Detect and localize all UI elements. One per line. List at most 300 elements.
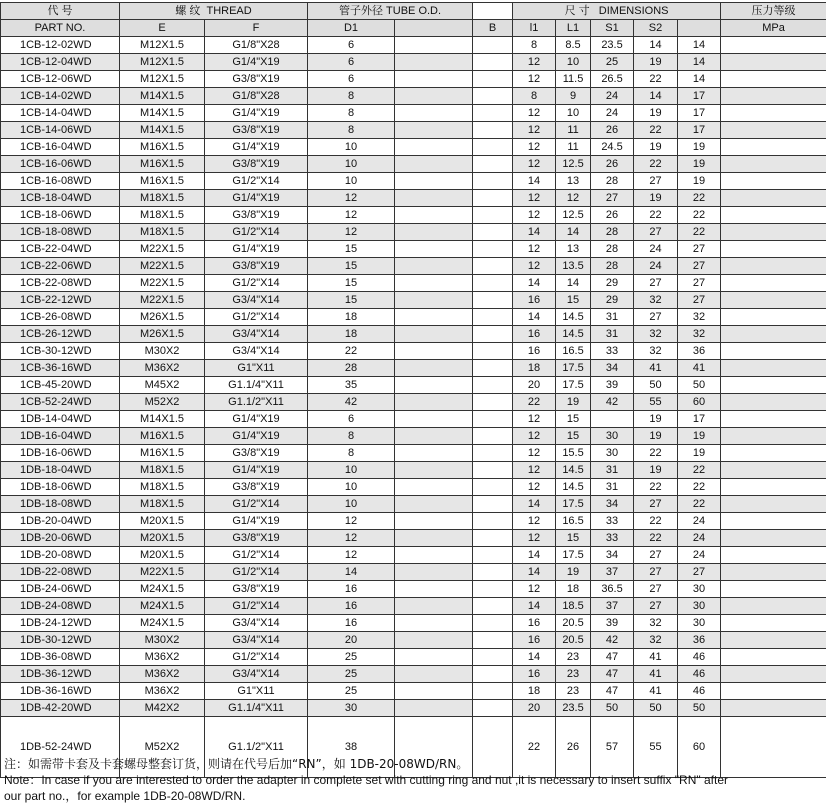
tube-d1-cell: 18 — [308, 309, 395, 326]
dims-blank-cell — [721, 530, 826, 547]
gap-cell — [473, 88, 513, 105]
dims-blank-cell — [721, 700, 826, 717]
dim-s1-cell: 22 — [634, 513, 678, 530]
col-l1-small-header: l1 — [513, 20, 556, 37]
dims-header-en: DIMENSIONS — [598, 4, 669, 17]
dims-blank-cell — [721, 71, 826, 88]
dim-s2-cell: 22 — [678, 462, 721, 479]
thread-e-cell: M16X1.5 — [120, 173, 205, 190]
tube-d1-cell: 6 — [308, 37, 395, 54]
dim-b-cell: 22 — [513, 717, 556, 778]
dim-l1-cell: 20.5 — [556, 632, 591, 649]
part-no-cell: 1CB-16-04WD — [1, 139, 120, 156]
dim-s1-cell: 55 — [634, 394, 678, 411]
table-row — [1, 581, 826, 598]
dim-s1-cell: 41 — [634, 683, 678, 700]
dim-L1-cell: 34 — [591, 496, 634, 513]
thread-e-cell: M22X1.5 — [120, 564, 205, 581]
gap-cell — [473, 428, 513, 445]
dim-L1-cell: 50 — [591, 700, 634, 717]
table-row — [1, 105, 826, 122]
part-no-cell: 1CB-36-16WD — [1, 360, 120, 377]
dim-L1-cell: 33 — [591, 343, 634, 360]
table-row — [1, 258, 826, 275]
dims-blank-cell — [721, 139, 826, 156]
tube-d1-cell: 25 — [308, 683, 395, 700]
dim-L1-cell: 47 — [591, 683, 634, 700]
tube-header — [308, 3, 473, 20]
tube-blank-cell — [395, 377, 473, 394]
dims-blank-cell — [721, 156, 826, 173]
thread-f-cell: G1/8"X28 — [205, 88, 308, 105]
tube-blank-cell — [395, 122, 473, 139]
part-no-cell: 1DB-52-24WD — [1, 717, 120, 778]
gap-cell — [473, 479, 513, 496]
col-s1-header: S1 — [591, 20, 634, 37]
gap-cell — [473, 190, 513, 207]
thread-f-cell: G3/4"X14 — [205, 343, 308, 360]
dim-b-cell: 14 — [513, 547, 556, 564]
col-f-header: F — [205, 20, 308, 37]
tube-blank-cell — [395, 105, 473, 122]
thread-f-cell: G1/2"X14 — [205, 173, 308, 190]
dims-blank-cell — [721, 598, 826, 615]
dim-b-cell: 14 — [513, 224, 556, 241]
tube-blank-cell — [395, 632, 473, 649]
table-row — [1, 598, 826, 615]
dim-L1-cell: 28 — [591, 173, 634, 190]
thread-f-cell: G3/4"X14 — [205, 666, 308, 683]
dim-l1-cell: 15 — [556, 292, 591, 309]
thread-e-cell: M20X1.5 — [120, 513, 205, 530]
gap-cell — [473, 207, 513, 224]
tube-d1-cell: 12 — [308, 530, 395, 547]
dim-s1-cell: 41 — [634, 649, 678, 666]
gap-cell — [473, 547, 513, 564]
tube-d1-cell: 15 — [308, 275, 395, 292]
part-header-en: PART NO. — [1, 20, 120, 37]
dim-s2-cell: 19 — [678, 428, 721, 445]
dim-s2-cell: 36 — [678, 343, 721, 360]
thread-f-cell: G3/8"X19 — [205, 581, 308, 598]
dim-L1-cell: 30 — [591, 445, 634, 462]
dim-s2-cell: 19 — [678, 445, 721, 462]
dim-l1-cell: 14.5 — [556, 479, 591, 496]
thread-e-cell: M18X1.5 — [120, 190, 205, 207]
dim-L1-cell: 34 — [591, 547, 634, 564]
part-no-cell: 1CB-26-12WD — [1, 326, 120, 343]
dim-s2-cell: 24 — [678, 513, 721, 530]
thread-e-cell: M26X1.5 — [120, 309, 205, 326]
dim-l1-cell: 26 — [556, 717, 591, 778]
thread-f-cell: G1/2"X14 — [205, 598, 308, 615]
table-row — [1, 190, 826, 207]
dim-s1-cell: 27 — [634, 547, 678, 564]
gap-cell — [473, 139, 513, 156]
tube-blank-cell — [395, 37, 473, 54]
thread-f-cell: G3/4"X14 — [205, 632, 308, 649]
col-tube-blank — [395, 20, 473, 37]
part-no-cell: 1DB-16-06WD — [1, 445, 120, 462]
dims-blank-cell — [721, 207, 826, 224]
dim-s1-cell: 27 — [634, 309, 678, 326]
thread-e-cell: M18X1.5 — [120, 496, 205, 513]
part-no-cell: 1CB-45-20WD — [1, 377, 120, 394]
dim-l1-cell: 14 — [556, 275, 591, 292]
thread-f-cell: G1/2"X14 — [205, 547, 308, 564]
table-row — [1, 37, 826, 54]
gap-cell — [473, 326, 513, 343]
dim-s1-cell: 19 — [634, 428, 678, 445]
dim-l1-cell: 17.5 — [556, 496, 591, 513]
dim-l1-cell: 19 — [556, 394, 591, 411]
tube-d1-cell: 25 — [308, 649, 395, 666]
thread-e-cell: M22X1.5 — [120, 275, 205, 292]
dim-b-cell: 12 — [513, 411, 556, 428]
dim-s2-cell: 14 — [678, 71, 721, 88]
thread-f-cell: G1/2"X14 — [205, 649, 308, 666]
table-row — [1, 156, 826, 173]
table-row — [1, 615, 826, 632]
dim-b-cell: 16 — [513, 343, 556, 360]
table-row — [1, 88, 826, 105]
dim-L1-cell: 28 — [591, 224, 634, 241]
part-no-cell: 1CB-12-02WD — [1, 37, 120, 54]
dim-s2-cell: 19 — [678, 139, 721, 156]
dim-s1-cell: 41 — [634, 360, 678, 377]
thread-f-cell: G3/8"X19 — [205, 207, 308, 224]
tube-blank-cell — [395, 547, 473, 564]
tube-blank-cell — [395, 309, 473, 326]
gap-cell — [473, 411, 513, 428]
dim-b-cell: 22 — [513, 394, 556, 411]
thread-header — [120, 3, 308, 20]
dim-b-cell: 14 — [513, 649, 556, 666]
dims-blank-cell — [721, 360, 826, 377]
dim-s2-cell: 17 — [678, 122, 721, 139]
dims-blank-cell — [721, 190, 826, 207]
tube-blank-cell — [395, 88, 473, 105]
thread-e-cell: M16X1.5 — [120, 139, 205, 156]
tube-d1-cell: 15 — [308, 258, 395, 275]
dim-s2-cell: 30 — [678, 581, 721, 598]
dim-b-cell: 20 — [513, 700, 556, 717]
dim-s1-cell: 19 — [634, 462, 678, 479]
tube-blank-cell — [395, 683, 473, 700]
thread-f-cell: G3/8"X19 — [205, 479, 308, 496]
dim-s2-cell: 22 — [678, 207, 721, 224]
tube-blank-cell — [395, 207, 473, 224]
table-row — [1, 326, 826, 343]
dim-l1-cell: 12.5 — [556, 156, 591, 173]
note-english-line2: our part no.，for example 1DB-20-08WD/RN. — [4, 789, 246, 803]
dim-b-cell: 8 — [513, 37, 556, 54]
gap-cell — [473, 275, 513, 292]
col-L1-header: L1 — [556, 20, 591, 37]
gap-cell — [473, 445, 513, 462]
dim-l1-cell: 15.5 — [556, 445, 591, 462]
table-row — [1, 122, 826, 139]
part-no-cell: 1CB-16-08WD — [1, 173, 120, 190]
tube-d1-cell: 15 — [308, 241, 395, 258]
thread-f-cell: G1/4"X19 — [205, 411, 308, 428]
pressure-unit-header: MPa — [721, 20, 826, 37]
dims-blank-cell — [721, 496, 826, 513]
table-row — [1, 547, 826, 564]
table-row — [1, 564, 826, 581]
dim-L1-cell: 27 — [591, 190, 634, 207]
dim-s2-cell: 22 — [678, 190, 721, 207]
gap-cell — [473, 598, 513, 615]
dims-blank-cell — [721, 513, 826, 530]
part-no-cell: 1CB-14-02WD — [1, 88, 120, 105]
dims-header-cn: 尺 寸 — [564, 4, 590, 17]
part-no-cell: 1CB-22-04WD — [1, 241, 120, 258]
gap-cell — [473, 649, 513, 666]
table-row — [1, 343, 826, 360]
thread-e-cell: M36X2 — [120, 666, 205, 683]
dim-l1-cell: 10 — [556, 105, 591, 122]
tube-blank-cell — [395, 564, 473, 581]
dims-blank-cell — [721, 428, 826, 445]
tube-d1-cell: 12 — [308, 547, 395, 564]
dim-l1-cell: 9 — [556, 88, 591, 105]
table-row — [1, 479, 826, 496]
dim-s2-cell: 27 — [678, 258, 721, 275]
dim-L1-cell: 24.5 — [591, 139, 634, 156]
tube-d1-cell: 8 — [308, 88, 395, 105]
part-no-cell: 1CB-18-08WD — [1, 224, 120, 241]
thread-e-cell: M18X1.5 — [120, 207, 205, 224]
dim-b-cell: 12 — [513, 479, 556, 496]
gap-cell — [473, 173, 513, 190]
tube-d1-cell: 18 — [308, 326, 395, 343]
gap-cell — [473, 343, 513, 360]
dim-s1-cell: 27 — [634, 496, 678, 513]
part-no-cell: 1DB-20-06WD — [1, 530, 120, 547]
dims-blank-cell — [721, 683, 826, 700]
thread-header-cn: 螺 纹 — [175, 4, 201, 17]
table-row — [1, 71, 826, 88]
dims-blank-cell — [721, 377, 826, 394]
tube-d1-cell: 12 — [308, 513, 395, 530]
table-row — [1, 54, 826, 71]
dim-s1-cell: 22 — [634, 71, 678, 88]
gap-cell — [473, 122, 513, 139]
table-row — [1, 496, 826, 513]
thread-f-cell: G3/4"X14 — [205, 292, 308, 309]
thread-f-cell: G3/8"X19 — [205, 445, 308, 462]
dim-s2-cell: 19 — [678, 173, 721, 190]
dim-l1-cell: 14 — [556, 224, 591, 241]
pressure-header-cn: 压力等级 — [721, 3, 826, 20]
tube-blank-cell — [395, 156, 473, 173]
dim-s1-cell: 19 — [634, 411, 678, 428]
tube-d1-cell: 10 — [308, 479, 395, 496]
dim-s1-cell: 32 — [634, 615, 678, 632]
dim-l1-cell: 12.5 — [556, 207, 591, 224]
dim-L1-cell: 37 — [591, 598, 634, 615]
gap-cell — [473, 530, 513, 547]
dim-s1-cell: 27 — [634, 224, 678, 241]
dim-b-cell: 12 — [513, 190, 556, 207]
thread-e-cell: M22X1.5 — [120, 292, 205, 309]
dim-L1-cell: 26 — [591, 156, 634, 173]
dim-s1-cell: 14 — [634, 88, 678, 105]
tube-blank-cell — [395, 343, 473, 360]
part-no-cell: 1CB-22-08WD — [1, 275, 120, 292]
col-s2-header: S2 — [634, 20, 678, 37]
dim-b-cell: 12 — [513, 105, 556, 122]
thread-e-cell: M42X2 — [120, 700, 205, 717]
dim-s2-cell: 46 — [678, 649, 721, 666]
part-no-cell: 1DB-18-06WD — [1, 479, 120, 496]
dim-s2-cell: 36 — [678, 632, 721, 649]
thread-e-cell: M20X1.5 — [120, 530, 205, 547]
thread-f-cell: G1/4"X19 — [205, 139, 308, 156]
thread-e-cell: M52X2 — [120, 394, 205, 411]
part-no-cell: 1DB-18-08WD — [1, 496, 120, 513]
dim-L1-cell: 39 — [591, 615, 634, 632]
thread-e-cell: M14X1.5 — [120, 122, 205, 139]
thread-f-cell: G1/2"X14 — [205, 496, 308, 513]
dim-s2-cell: 60 — [678, 394, 721, 411]
dims-blank-cell — [721, 173, 826, 190]
dim-s1-cell: 27 — [634, 598, 678, 615]
dim-s1-cell: 24 — [634, 258, 678, 275]
thread-e-cell: M36X2 — [120, 360, 205, 377]
part-no-cell: 1CB-22-06WD — [1, 258, 120, 275]
part-no-cell: 1DB-22-08WD — [1, 564, 120, 581]
thread-f-cell: G1/4"X19 — [205, 428, 308, 445]
dim-L1-cell — [591, 411, 634, 428]
table-row — [1, 428, 826, 445]
thread-f-cell: G1/4"X19 — [205, 462, 308, 479]
dim-s1-cell: 50 — [634, 700, 678, 717]
dim-l1-cell: 10 — [556, 54, 591, 71]
tube-blank-cell — [395, 462, 473, 479]
dim-s2-cell: 19 — [678, 156, 721, 173]
thread-f-cell: G1/2"X14 — [205, 275, 308, 292]
thread-f-cell: G1.1/2"X11 — [205, 717, 308, 778]
thread-f-cell: G1/8"X28 — [205, 37, 308, 54]
dim-L1-cell: 25 — [591, 54, 634, 71]
dim-s2-cell: 32 — [678, 326, 721, 343]
dim-s2-cell: 17 — [678, 88, 721, 105]
part-no-cell: 1CB-16-06WD — [1, 156, 120, 173]
dim-s2-cell: 24 — [678, 530, 721, 547]
dim-b-cell: 12 — [513, 258, 556, 275]
gap-cell — [473, 700, 513, 717]
col-e-header: E — [120, 20, 205, 37]
part-no-cell: 1DB-24-06WD — [1, 581, 120, 598]
part-no-cell: 1CB-14-04WD — [1, 105, 120, 122]
dim-l1-cell: 16.5 — [556, 513, 591, 530]
table-row — [1, 513, 826, 530]
dim-s1-cell: 55 — [634, 717, 678, 778]
tube-header-cn: 管子外径 — [338, 4, 383, 17]
tube-d1-cell: 16 — [308, 581, 395, 598]
dim-s2-cell: 22 — [678, 224, 721, 241]
thread-e-cell: M24X1.5 — [120, 615, 205, 632]
tube-blank-cell — [395, 71, 473, 88]
tube-d1-cell: 20 — [308, 632, 395, 649]
dim-L1-cell: 33 — [591, 530, 634, 547]
table-row — [1, 666, 826, 683]
dims-blank-cell — [721, 326, 826, 343]
thread-f-cell: G1/2"X14 — [205, 564, 308, 581]
dims-blank-cell — [721, 309, 826, 326]
part-no-cell: 1DB-14-04WD — [1, 411, 120, 428]
dim-l1-cell: 17.5 — [556, 547, 591, 564]
dim-s1-cell: 32 — [634, 343, 678, 360]
dim-L1-cell: 23.5 — [591, 37, 634, 54]
thread-e-cell: M36X2 — [120, 649, 205, 666]
col-dims-blank — [678, 20, 721, 37]
dims-header — [513, 3, 721, 20]
thread-e-cell: M45X2 — [120, 377, 205, 394]
tube-blank-cell — [395, 292, 473, 309]
tube-d1-cell: 12 — [308, 224, 395, 241]
dim-s1-cell: 32 — [634, 632, 678, 649]
dim-l1-cell: 17.5 — [556, 360, 591, 377]
dim-L1-cell: 24 — [591, 88, 634, 105]
part-no-cell: 1CB-30-12WD — [1, 343, 120, 360]
gap-cell — [473, 156, 513, 173]
dims-blank-cell — [721, 564, 826, 581]
thread-e-cell: M12X1.5 — [120, 71, 205, 88]
dim-s1-cell: 27 — [634, 173, 678, 190]
dim-b-cell: 12 — [513, 241, 556, 258]
gap-cell — [473, 564, 513, 581]
dim-l1-cell: 17.5 — [556, 377, 591, 394]
dim-l1-cell: 18.5 — [556, 598, 591, 615]
dim-s2-cell: 24 — [678, 547, 721, 564]
dims-blank-cell — [721, 666, 826, 683]
dim-l1-cell: 23.5 — [556, 700, 591, 717]
dim-s2-cell: 30 — [678, 615, 721, 632]
table-row — [1, 632, 826, 649]
dim-l1-cell: 18 — [556, 581, 591, 598]
dim-L1-cell: 29 — [591, 275, 634, 292]
dim-l1-cell: 14.5 — [556, 462, 591, 479]
dim-s2-cell: 46 — [678, 666, 721, 683]
tube-d1-cell: 16 — [308, 598, 395, 615]
note-english-line1: Note：In case if you are interested to order the adapter in complete set with cutting ring and nut ,it is necessary to insert suffix "RN" after — [4, 773, 728, 787]
dim-l1-cell: 23 — [556, 683, 591, 700]
dim-b-cell: 18 — [513, 683, 556, 700]
thread-e-cell: M24X1.5 — [120, 581, 205, 598]
dim-s1-cell: 19 — [634, 54, 678, 71]
dim-L1-cell: 30 — [591, 428, 634, 445]
dim-l1-cell: 15 — [556, 428, 591, 445]
dims-blank-cell — [721, 615, 826, 632]
thread-f-cell: G1/4"X19 — [205, 190, 308, 207]
dim-L1-cell: 28 — [591, 258, 634, 275]
thread-e-cell: M12X1.5 — [120, 37, 205, 54]
tube-blank-cell — [395, 326, 473, 343]
header-row-1 — [1, 3, 826, 20]
dim-b-cell: 16 — [513, 632, 556, 649]
gap-cell — [473, 394, 513, 411]
dim-b-cell: 12 — [513, 462, 556, 479]
tube-d1-cell: 38 — [308, 717, 395, 778]
table-row — [1, 530, 826, 547]
thread-f-cell: G3/8"X19 — [205, 122, 308, 139]
dim-L1-cell: 31 — [591, 309, 634, 326]
tube-blank-cell — [395, 241, 473, 258]
part-no-cell: 1CB-26-08WD — [1, 309, 120, 326]
